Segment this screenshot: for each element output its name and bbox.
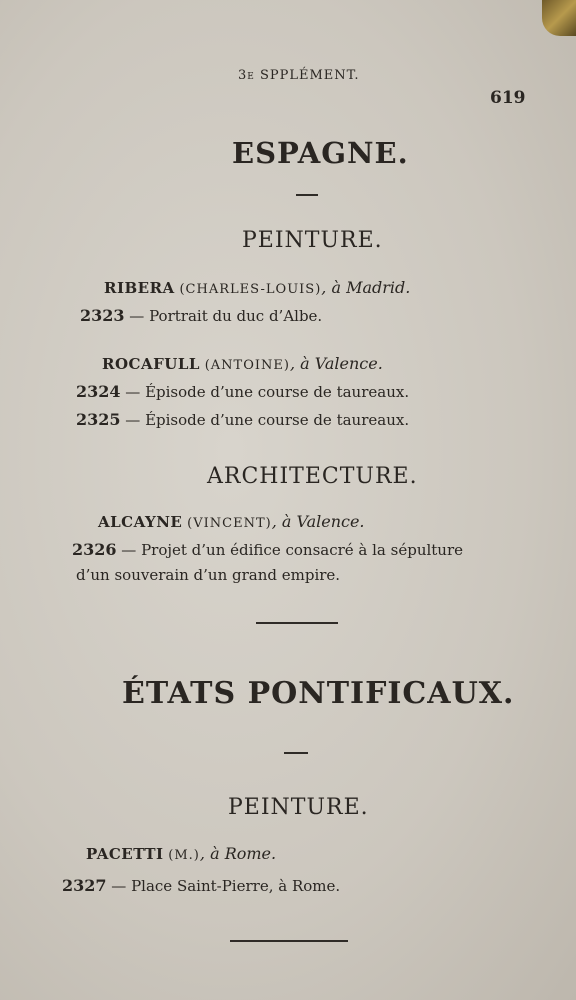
artist-ribera — [104, 278, 410, 297]
artist-given-name: (VINCENT) — [187, 516, 272, 531]
subheading-peinture: PEINTURE. — [228, 795, 369, 820]
artist-given-name: (CHARLES-LOUIS) — [179, 282, 322, 297]
entry-number: 2324 — [76, 382, 121, 401]
entry-number: 2325 — [76, 410, 121, 429]
section-title-espagne: ESPAGNE. — [232, 136, 409, 170]
title-dash — [284, 752, 308, 754]
artist-location: , à Madrid. — [321, 278, 411, 297]
artist-given-name: (ANTOINE) — [204, 358, 290, 373]
title-dash — [296, 194, 318, 196]
subheading-architecture: ARCHITECTURE. — [207, 464, 418, 489]
section-rule — [256, 622, 338, 624]
section-rule — [230, 940, 348, 942]
artist-rocafull — [102, 354, 383, 373]
entry-number: 2326 — [72, 540, 117, 559]
artist-location: , à Rome. — [199, 844, 277, 863]
artist-name: ALCAYNE — [98, 513, 183, 531]
artist-name: RIBERA — [104, 279, 175, 297]
artist-name: PACETTI — [86, 845, 164, 863]
artist-alcayne — [98, 512, 365, 531]
entry-text: — Place Saint-Pierre, à Rome. — [106, 877, 341, 895]
entry-number: 2327 — [62, 876, 107, 895]
catalog-entry-2324 — [76, 382, 409, 401]
catalog-entry-2326 — [72, 540, 463, 559]
artist-name: ROCAFULL — [102, 355, 200, 373]
entry-number: 2323 — [80, 306, 125, 325]
artist-given-name: (M.) — [168, 848, 200, 863]
catalog-entry-2327 — [62, 876, 340, 895]
entry-text: — Projet d’un édifice consacré à la sépulture — [116, 541, 464, 559]
running-head: 3e SPPLÉMENT. — [238, 68, 360, 83]
catalog-entry-2323 — [80, 306, 322, 325]
section-title-etats-pontificaux: ÉTATS PONTIFICAUX. — [122, 676, 515, 711]
artist-location: , à Valence. — [271, 512, 365, 531]
entry-text: — Épisode d’une course de taureaux. — [120, 411, 410, 429]
binder-clip — [542, 0, 576, 36]
subheading-peinture: PEINTURE. — [242, 228, 383, 253]
entry-text: — Épisode d’une course de taureaux. — [120, 383, 410, 401]
page-number: 619 — [490, 88, 526, 108]
artist-location: , à Valence. — [289, 354, 383, 373]
catalog-entry-2325 — [76, 410, 409, 429]
entry-text: — Portrait du duc d’Albe. — [124, 307, 323, 325]
catalog-entry-2326-continued: d’un souverain d’un grand empire. — [76, 566, 341, 584]
artist-pacetti — [86, 844, 276, 863]
